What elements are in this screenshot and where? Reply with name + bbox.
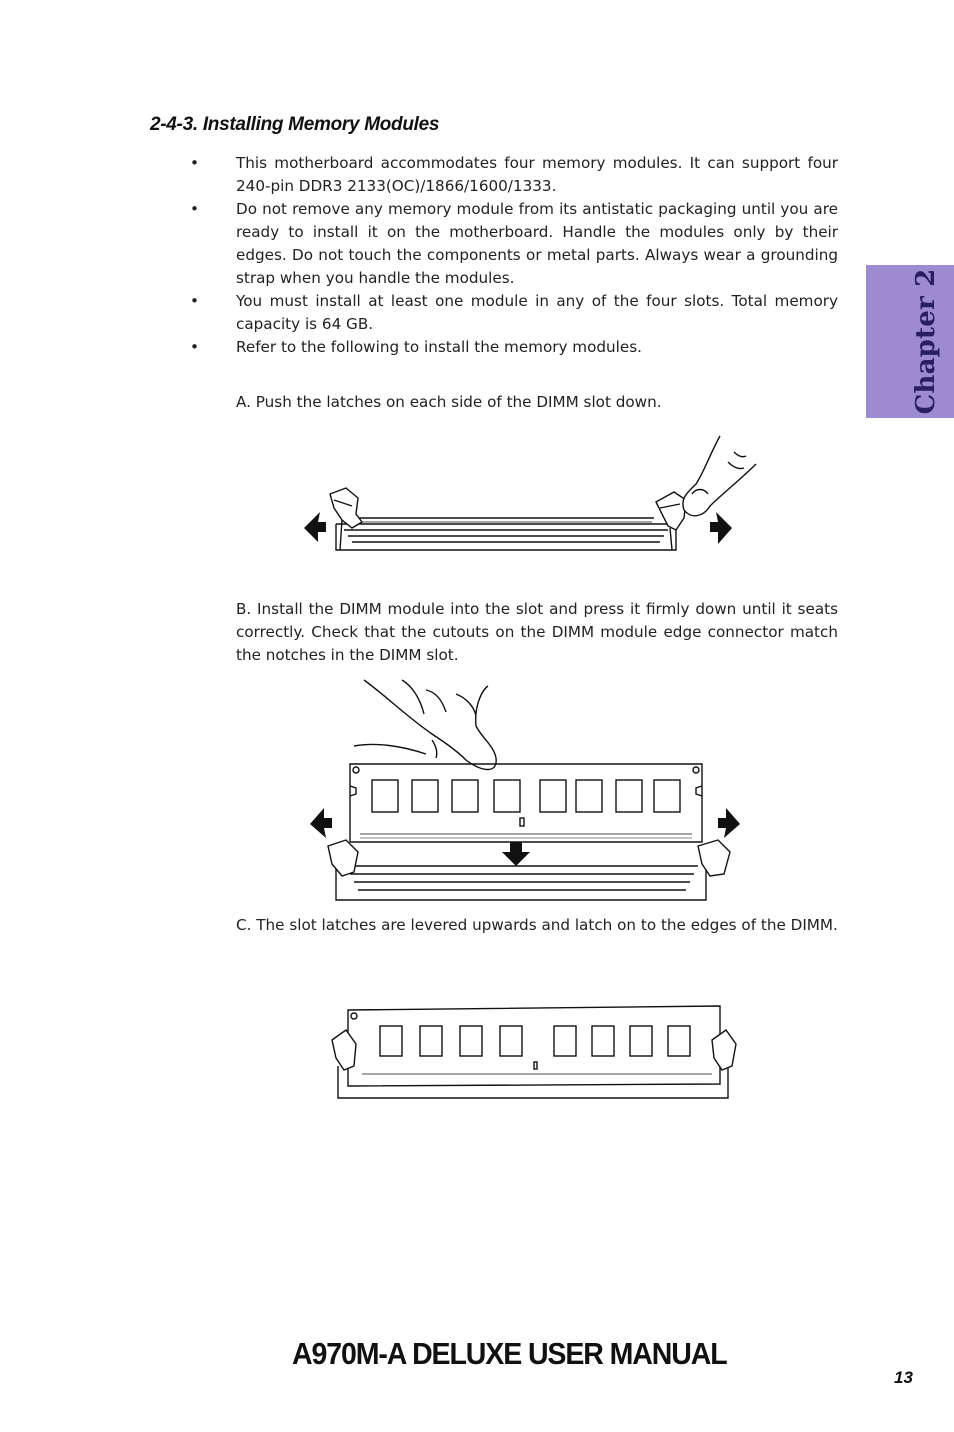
bullet-item [190, 198, 838, 290]
bullet-dot: • [190, 200, 199, 218]
chapter-tab [866, 265, 954, 418]
bullet-item [190, 152, 838, 198]
bullet-dot: • [190, 338, 199, 356]
bullet-text: Refer to the following to install the memory modules. [236, 338, 642, 356]
dimm-insertion-illustration [306, 676, 746, 908]
bullet-dot: • [190, 154, 199, 172]
bullet-item [190, 336, 838, 359]
page-number: 13 [894, 1368, 913, 1387]
step-a-text: A. Push the latches on each side of the DIMM slot down. [236, 393, 662, 411]
bullet-text: This motherboard accommodates four memory modules. It can support four 240-pin DDR3 2133(OC)/1866/1600/1333. [236, 154, 838, 195]
bullet-list [190, 152, 838, 359]
footer-manual-title: A970M-A DELUXE USER MANUAL [292, 1336, 727, 1371]
dimm-slot-latches-open-illustration [300, 432, 760, 562]
step-b-text: B. Install the DIMM module into the slot and press it firmly down until it seats correctly. Check that the cutouts on the DIMM module edge connector match the notches in the DIMM slot. [236, 600, 838, 664]
bullet-dot: • [190, 292, 199, 310]
section-title: 2-4-3. Installing Memory Modules [150, 114, 440, 135]
dimm-seated-illustration [328, 1000, 740, 1106]
bullet-text: Do not remove any memory module from its antistatic packaging until you are ready to install it on the motherboard. Handle the modules only by their edges. Do not touch the components or metal parts. Always wear a grounding strap when you handle the modules. [236, 200, 838, 287]
bullet-item [190, 290, 838, 336]
bullet-text: You must install at least one module in any of the four slots. Total memory capacity is 64 GB. [236, 292, 838, 333]
chapter-label: Chapter 2 [911, 268, 941, 415]
step-c-text: C. The slot latches are levered upwards and latch on to the edges of the DIMM. [236, 916, 838, 934]
